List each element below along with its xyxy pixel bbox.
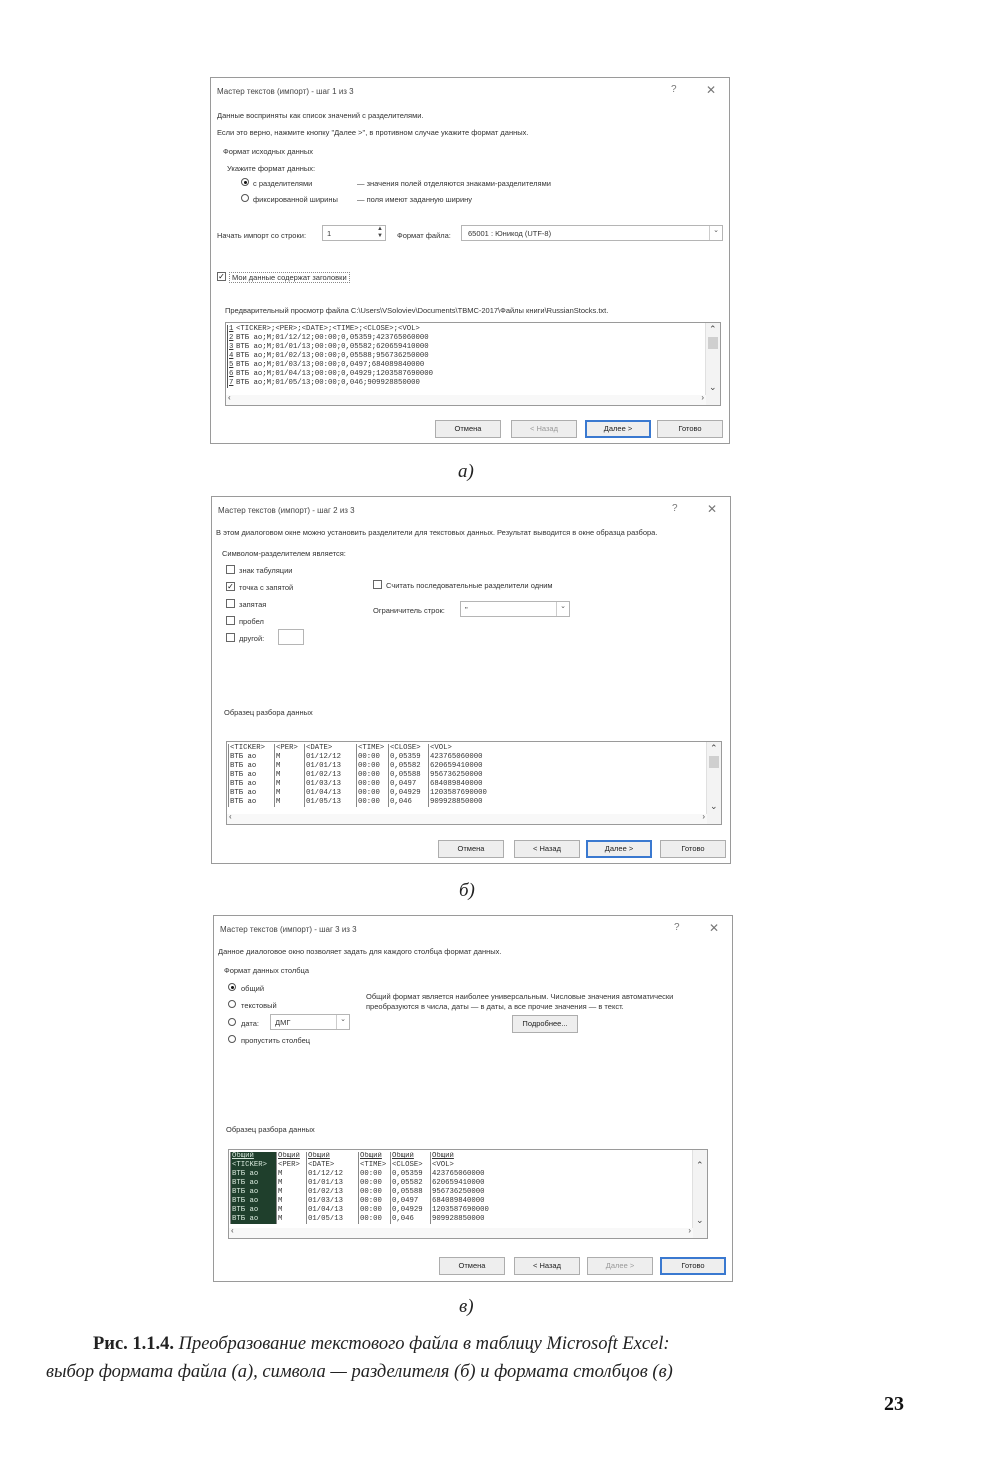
sample-label: Образец разбора данных bbox=[224, 708, 313, 717]
dialog-title: Мастер текстов (импорт) - шаг 1 из 3 bbox=[217, 87, 354, 96]
table-cell: 01/05/13 bbox=[304, 798, 356, 807]
table-row bbox=[228, 798, 508, 807]
table-cell: <TIME> bbox=[356, 744, 388, 753]
preview-row bbox=[227, 325, 433, 334]
radio-fixed-width-label[interactable]: фиксированной ширины bbox=[253, 195, 338, 204]
radio-skip-column[interactable] bbox=[228, 1035, 236, 1043]
file-format-value: 65001 : Юникод (UTF-8) bbox=[468, 229, 552, 238]
row-number: 3 bbox=[227, 343, 236, 352]
back-button[interactable]: < Назад bbox=[514, 1257, 580, 1275]
table-cell: M bbox=[274, 771, 304, 780]
table-row bbox=[230, 1206, 510, 1215]
vertical-scrollbar[interactable] bbox=[706, 742, 721, 824]
table-cell: 01/01/13 bbox=[304, 762, 356, 771]
table-cell: M bbox=[276, 1206, 306, 1215]
row-text: <TICKER>;<PER>;<DATE>;<TIME>;<CLOSE>;<VOL> bbox=[236, 325, 420, 333]
vertical-scrollbar[interactable] bbox=[692, 1150, 707, 1238]
start-row-value: 1 bbox=[327, 229, 332, 238]
table-cell: ВТБ ао bbox=[230, 1188, 276, 1197]
column-format-header-row bbox=[230, 1152, 510, 1161]
general-description-1: Общий формат является наиболее универсальным. Числовые значения автоматически bbox=[366, 992, 674, 1001]
scroll-up-icon[interactable]: ⌃ bbox=[696, 1160, 704, 1170]
table-cell: 01/01/13 bbox=[306, 1179, 358, 1188]
intro-text: Данное диалоговое окно позволяет задать для каждого столбца формат данных. bbox=[218, 947, 502, 956]
table-cell: Общий bbox=[230, 1152, 276, 1161]
table-cell: ВТБ ао bbox=[230, 1206, 276, 1215]
table-cell: 00:00 bbox=[356, 780, 388, 789]
table-cell: <VOL> bbox=[428, 744, 508, 753]
table-cell: 0,04929 bbox=[390, 1206, 430, 1215]
delimiter-label[interactable]: пробел bbox=[239, 617, 264, 626]
table-header-row bbox=[228, 744, 508, 753]
next-button[interactable]: Далее > bbox=[587, 1257, 653, 1275]
row-number: 6 bbox=[227, 370, 236, 379]
row-text: ВТБ ао;M;01/12/12;00:00;0,05359;423765060000 bbox=[236, 334, 429, 342]
table-cell: 1203587690000 bbox=[428, 789, 508, 798]
table-cell: ВТБ ао bbox=[228, 771, 274, 780]
table-cell: 00:00 bbox=[356, 762, 388, 771]
scroll-thumb[interactable] bbox=[708, 337, 718, 349]
help-icon[interactable]: ? bbox=[674, 922, 680, 933]
horizontal-scrollbar[interactable] bbox=[226, 395, 706, 405]
table-cell: ВТБ ао bbox=[228, 789, 274, 798]
table-cell: 01/04/13 bbox=[304, 789, 356, 798]
radio-text[interactable] bbox=[228, 1000, 236, 1008]
table-cell: M bbox=[274, 753, 304, 762]
cancel-button[interactable]: Отмена bbox=[439, 1257, 505, 1275]
radio-delimited-desc: — значения полей отделяются знаками-разделителями bbox=[357, 179, 551, 188]
table-cell: 00:00 bbox=[358, 1215, 390, 1224]
table-cell: <TICKER> bbox=[230, 1161, 276, 1170]
general-description-2: преобразуются в числа, даты — в даты, а все прочие значения — в текст. bbox=[366, 1002, 624, 1011]
table-row bbox=[230, 1179, 510, 1188]
table-cell: 423765060000 bbox=[428, 753, 508, 762]
table-cell: <PER> bbox=[276, 1161, 306, 1170]
radio-date[interactable] bbox=[228, 1018, 236, 1026]
data-preview[interactable] bbox=[226, 741, 722, 825]
table-cell: M bbox=[274, 789, 304, 798]
table-cell: 01/04/13 bbox=[306, 1206, 358, 1215]
preview-row bbox=[227, 334, 433, 343]
table-cell: 01/12/12 bbox=[306, 1170, 358, 1179]
caption-b: б) bbox=[459, 880, 475, 901]
intro-text: В этом диалоговом окне можно установить разделители для текстовых данных. Результат выводится в окне образца разбора. bbox=[216, 528, 658, 537]
preview-table bbox=[230, 1152, 510, 1224]
row-text: ВТБ ао;M;01/03/13;00:00;0,0497;684089840000 bbox=[236, 361, 425, 369]
file-format-select[interactable] bbox=[461, 225, 723, 241]
table-cell: 00:00 bbox=[358, 1179, 390, 1188]
finish-button[interactable]: Готово bbox=[657, 420, 723, 438]
cancel-button[interactable]: Отмена bbox=[435, 420, 501, 438]
table-cell: ВТБ ао bbox=[228, 780, 274, 789]
horizontal-scrollbar[interactable] bbox=[227, 814, 707, 824]
more-details-button[interactable]: Подробнее... bbox=[512, 1015, 578, 1033]
close-icon[interactable]: ✕ bbox=[709, 921, 720, 935]
radio-general[interactable] bbox=[228, 983, 236, 991]
row-text: ВТБ ао;M;01/04/13;00:00;0,04929;1203587690000 bbox=[236, 370, 434, 378]
delimiter-checkbox[interactable] bbox=[226, 633, 235, 642]
back-button[interactable]: < Назад bbox=[514, 840, 580, 858]
table-cell: 909928850000 bbox=[430, 1215, 510, 1224]
table-row bbox=[228, 771, 508, 780]
delimiter-label[interactable]: другой: bbox=[239, 634, 265, 643]
table-cell: 0,05359 bbox=[388, 753, 428, 762]
sample-label: Образец разбора данных bbox=[226, 1125, 315, 1134]
next-button[interactable]: Далее > bbox=[585, 420, 651, 438]
table-cell: M bbox=[276, 1188, 306, 1197]
scroll-right-icon[interactable]: › bbox=[701, 393, 704, 402]
scroll-down-icon[interactable]: ⌄ bbox=[709, 382, 717, 392]
scroll-left-icon[interactable]: ‹ bbox=[228, 393, 231, 402]
delimiter-label[interactable]: запятая bbox=[239, 600, 267, 609]
table-cell: 684089840000 bbox=[428, 780, 508, 789]
start-row-label: Начать импорт со строки: bbox=[217, 231, 307, 240]
table-cell: 423765060000 bbox=[430, 1170, 510, 1179]
dialog-title: Мастер текстов (импорт) - шаг 2 из 3 bbox=[218, 506, 355, 515]
radio-fixed-width-desc: — поля имеют заданную ширину bbox=[357, 195, 473, 204]
table-cell: <TICKER> bbox=[228, 744, 274, 753]
radio-text-label[interactable]: текстовый bbox=[241, 1001, 277, 1010]
figure-caption-line-2 bbox=[46, 1362, 673, 1383]
table-cell: M bbox=[276, 1179, 306, 1188]
finish-button[interactable]: Готово bbox=[660, 1257, 726, 1275]
row-text: ВТБ ао;M;01/01/13;00:00;0,05582;620659410000 bbox=[236, 343, 429, 351]
table-cell: 01/05/13 bbox=[306, 1215, 358, 1224]
table-row bbox=[230, 1215, 510, 1224]
table-cell: M bbox=[274, 762, 304, 771]
table-cell: 0,05582 bbox=[390, 1179, 430, 1188]
delimiter-group-label: Символом-разделителем является: bbox=[222, 549, 346, 558]
other-delimiter-input[interactable] bbox=[278, 629, 304, 645]
table-cell: Общий bbox=[358, 1152, 390, 1161]
radio-date-label[interactable]: дата: bbox=[241, 1019, 259, 1028]
delimiter-checkbox[interactable] bbox=[226, 565, 235, 574]
row-text: ВТБ ао;M;01/05/13;00:00;0,046;909928850000 bbox=[236, 379, 420, 387]
text-qualifier-label: Ограничитель строк: bbox=[373, 606, 445, 615]
table-row bbox=[228, 789, 508, 798]
delimiter-checkbox[interactable] bbox=[226, 616, 235, 625]
delimiter-checkbox[interactable] bbox=[226, 599, 235, 608]
intro-text-1: Данные восприняты как список значений с разделителями. bbox=[217, 111, 424, 120]
table-cell: 684089840000 bbox=[430, 1197, 510, 1206]
cancel-button[interactable]: Отмена bbox=[438, 840, 504, 858]
scroll-down-icon[interactable]: ⌄ bbox=[696, 1215, 704, 1225]
start-row-spinner[interactable] bbox=[322, 225, 386, 241]
table-cell: M bbox=[276, 1215, 306, 1224]
text-qualifier-value: " bbox=[465, 605, 468, 614]
horizontal-scrollbar[interactable] bbox=[229, 1228, 693, 1238]
table-cell: 01/03/13 bbox=[304, 780, 356, 789]
table-cell: 00:00 bbox=[356, 753, 388, 762]
figure-caption-line-1 bbox=[93, 1334, 670, 1355]
table-cell: M bbox=[274, 780, 304, 789]
chevron-down-icon[interactable]: ⌄ bbox=[556, 602, 569, 616]
table-row bbox=[228, 753, 508, 762]
radio-delimited[interactable] bbox=[241, 178, 249, 186]
close-icon[interactable]: ✕ bbox=[707, 502, 718, 516]
table-cell: M bbox=[276, 1197, 306, 1206]
table-cell: <PER> bbox=[274, 744, 304, 753]
table-cell: 620659410000 bbox=[430, 1179, 510, 1188]
preview-row bbox=[227, 370, 433, 379]
consecutive-delimiters-label[interactable]: Считать последовательные разделители одним bbox=[386, 581, 553, 590]
radio-delimited-label[interactable]: с разделителями bbox=[253, 179, 313, 188]
table-cell: Общий bbox=[306, 1152, 358, 1161]
table-cell: <TIME> bbox=[358, 1161, 390, 1170]
preview-row bbox=[227, 379, 433, 388]
delimiter-label[interactable]: точка с запятой bbox=[239, 583, 294, 592]
radio-skip-column-label[interactable]: пропустить столбец bbox=[241, 1036, 311, 1045]
table-cell: ВТБ ао bbox=[228, 753, 274, 762]
radio-general-label[interactable]: общий bbox=[241, 984, 265, 993]
table-cell: 01/02/13 bbox=[304, 771, 356, 780]
table-row bbox=[228, 780, 508, 789]
finish-button[interactable]: Готово bbox=[660, 840, 726, 858]
intro-text-2: Если это верно, нажмите кнопку "Далее >", в противном случае укажите формат данных. bbox=[217, 128, 529, 137]
table-cell: 01/12/12 bbox=[304, 753, 356, 762]
row-number: 2 bbox=[227, 334, 236, 343]
file-preview[interactable] bbox=[225, 322, 721, 406]
table-cell: 956736250000 bbox=[430, 1188, 510, 1197]
text-qualifier-select[interactable] bbox=[460, 601, 570, 617]
figure-number: Рис. 1.1.4. bbox=[93, 1334, 175, 1354]
table-cell: Общий bbox=[390, 1152, 430, 1161]
table-cell: <CLOSE> bbox=[390, 1161, 430, 1170]
table-cell: 0,0497 bbox=[390, 1197, 430, 1206]
scroll-down-icon[interactable]: ⌄ bbox=[710, 801, 718, 811]
table-cell: 00:00 bbox=[358, 1170, 390, 1179]
row-text: ВТБ ао;M;01/02/13;00:00;0,05588;956736250000 bbox=[236, 352, 429, 360]
table-cell: 0,046 bbox=[388, 798, 428, 807]
preview-row bbox=[227, 343, 433, 352]
table-cell: 0,05582 bbox=[388, 762, 428, 771]
vertical-scrollbar[interactable] bbox=[705, 323, 720, 405]
table-cell: 956736250000 bbox=[428, 771, 508, 780]
table-cell: ВТБ ао bbox=[230, 1170, 276, 1179]
figure-caption-text-1: Преобразование текстового файла в таблицу Microsoft Excel: bbox=[174, 1334, 670, 1354]
table-cell: 00:00 bbox=[358, 1197, 390, 1206]
table-cell: M bbox=[274, 798, 304, 807]
table-cell: ВТБ ао bbox=[230, 1197, 276, 1206]
data-preview[interactable] bbox=[228, 1149, 708, 1239]
date-format-value: ДМГ bbox=[275, 1018, 291, 1027]
table-cell: 0,05588 bbox=[390, 1188, 430, 1197]
table-row bbox=[228, 762, 508, 771]
table-cell: <VOL> bbox=[430, 1161, 510, 1170]
text-import-wizard-step2 bbox=[211, 496, 731, 864]
preview-rows bbox=[227, 325, 433, 388]
date-format-select[interactable] bbox=[270, 1014, 350, 1030]
page-number: 23 bbox=[884, 1393, 904, 1415]
table-cell: 00:00 bbox=[358, 1206, 390, 1215]
preview-row bbox=[227, 361, 433, 370]
row-number: 7 bbox=[227, 379, 236, 388]
radio-fixed-width[interactable] bbox=[241, 194, 249, 202]
scroll-right-icon[interactable]: › bbox=[702, 812, 705, 821]
caption-a: а) bbox=[458, 461, 474, 482]
table-cell: 909928850000 bbox=[428, 798, 508, 807]
table-cell: 620659410000 bbox=[428, 762, 508, 771]
table-cell: <DATE> bbox=[306, 1161, 358, 1170]
table-cell: 0,05588 bbox=[388, 771, 428, 780]
chevron-down-icon[interactable]: ⌄ bbox=[709, 226, 722, 240]
scroll-left-icon[interactable]: ‹ bbox=[231, 1226, 234, 1235]
consecutive-delimiters-checkbox[interactable] bbox=[373, 580, 382, 589]
table-row bbox=[230, 1197, 510, 1206]
table-cell: 00:00 bbox=[358, 1188, 390, 1197]
table-header-row bbox=[230, 1161, 510, 1170]
table-cell: 01/02/13 bbox=[306, 1188, 358, 1197]
table-row bbox=[230, 1188, 510, 1197]
table-cell: <DATE> bbox=[304, 744, 356, 753]
scroll-up-icon[interactable]: ⌃ bbox=[710, 743, 718, 753]
help-icon[interactable]: ? bbox=[672, 503, 678, 514]
table-cell: 0,05359 bbox=[390, 1170, 430, 1179]
table-cell: 01/03/13 bbox=[306, 1197, 358, 1206]
table-cell: <CLOSE> bbox=[388, 744, 428, 753]
close-icon[interactable]: ✕ bbox=[706, 83, 717, 97]
table-cell: ВТБ ао bbox=[228, 798, 274, 807]
preview-label: Предварительный просмотр файла C:\Users\VSoloviev\Documents\TBMC-2017\Файлы книги\RussianStocks.txt. bbox=[225, 306, 609, 315]
delimiter-label[interactable]: знак табуляции bbox=[239, 566, 293, 575]
scroll-right-icon[interactable]: › bbox=[688, 1226, 691, 1235]
preview-row bbox=[227, 352, 433, 361]
help-icon[interactable]: ? bbox=[671, 84, 677, 95]
table-cell: 00:00 bbox=[356, 771, 388, 780]
scroll-left-icon[interactable]: ‹ bbox=[229, 812, 232, 821]
headers-checkbox[interactable]: ✓ bbox=[218, 272, 225, 281]
delimiter-checkbox[interactable]: ✓ bbox=[227, 582, 234, 591]
headers-checkbox-label[interactable]: Мои данные содержат заголовки bbox=[229, 272, 350, 283]
table-cell: 0,0497 bbox=[388, 780, 428, 789]
next-button[interactable]: Далее > bbox=[586, 840, 652, 858]
table-row bbox=[230, 1170, 510, 1179]
group-label: Формат исходных данных bbox=[223, 147, 314, 156]
table-cell: Общий bbox=[276, 1152, 306, 1161]
preview-table bbox=[228, 744, 508, 807]
dialog-title: Мастер текстов (импорт) - шаг 3 из 3 bbox=[220, 925, 357, 934]
scroll-up-icon[interactable]: ⌃ bbox=[709, 324, 717, 334]
choose-format-label: Укажите формат данных: bbox=[227, 164, 316, 173]
file-format-label: Формат файла: bbox=[397, 231, 451, 240]
table-cell: M bbox=[276, 1170, 306, 1179]
table-cell: ВТБ ао bbox=[228, 762, 274, 771]
table-cell: 00:00 bbox=[356, 789, 388, 798]
scroll-thumb[interactable] bbox=[709, 756, 719, 768]
table-cell: 0,04929 bbox=[388, 789, 428, 798]
row-number: 1 bbox=[227, 325, 236, 334]
row-number: 5 bbox=[227, 361, 236, 370]
caption-c: в) bbox=[459, 1296, 474, 1317]
figure-caption-text-2: выбор формата файла (а), символа — разделителя (б) и формата столбцов (в) bbox=[46, 1362, 673, 1382]
table-cell: 00:00 bbox=[356, 798, 388, 807]
chevron-down-icon[interactable]: ⌄ bbox=[336, 1015, 349, 1029]
row-number: 4 bbox=[227, 352, 236, 361]
back-button[interactable]: < Назад bbox=[511, 420, 577, 438]
table-cell: ВТБ ао bbox=[230, 1215, 276, 1224]
column-format-label: Формат данных столбца bbox=[224, 966, 310, 975]
table-cell: Общий bbox=[430, 1152, 510, 1161]
text-import-wizard-step3 bbox=[213, 915, 733, 1282]
text-import-wizard-step1 bbox=[210, 77, 730, 444]
table-cell: 1203587690000 bbox=[430, 1206, 510, 1215]
table-cell: 0,046 bbox=[390, 1215, 430, 1224]
spinner-arrows-icon[interactable]: ▲ ▼ bbox=[377, 226, 383, 239]
table-cell: ВТБ ао bbox=[230, 1179, 276, 1188]
